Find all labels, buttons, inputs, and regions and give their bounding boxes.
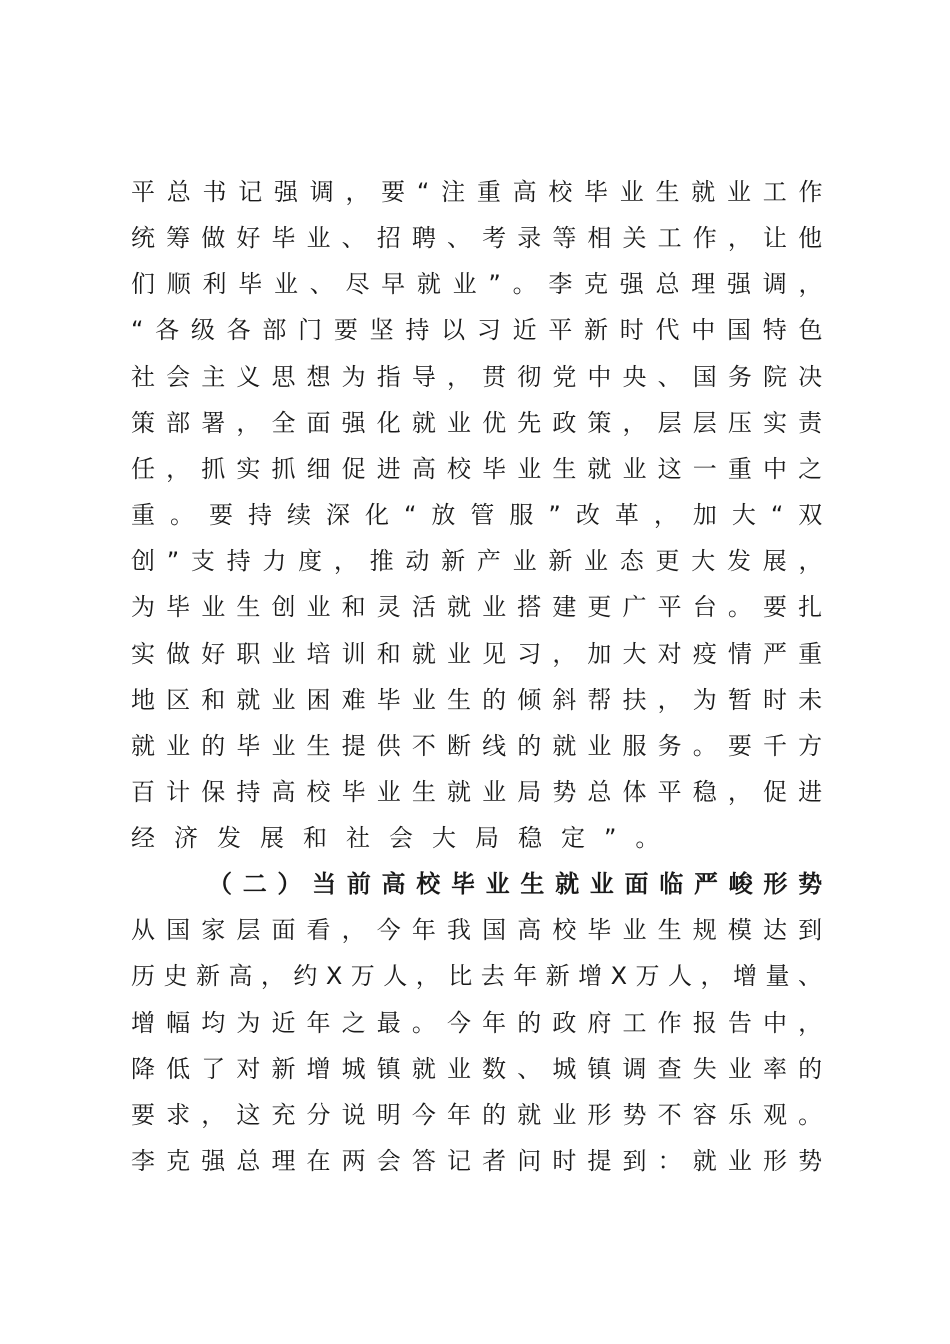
- body-text-line: 平总书记强调，要“注重高校毕业生就业工作: [131, 178, 835, 206]
- body-text-line: 降低了对新增城镇就业数、城镇调查失业率的: [131, 1055, 834, 1083]
- body-text-line: 要求，这充分说明今年的就业形势不容乐观。: [131, 1101, 834, 1129]
- body-text-line: 为毕业生创业和灵活就业搭建更广平台。要扎: [131, 593, 834, 621]
- body-text-line: 增幅均为近年之最。今年的政府工作报告中，: [131, 1009, 834, 1037]
- body-text-line: 任，抓实抓细促进高校毕业生就业这一重中之: [131, 455, 834, 483]
- body-text-line: 历史新高，约X万人，比去年新增X万人，增量、: [131, 962, 831, 990]
- body-text-line: 策部署，全面强化就业优先政策，层层压实责: [131, 409, 834, 437]
- body-text-line: 从国家层面看，今年我国高校毕业生规模达到: [131, 916, 834, 944]
- body-text-line: 百计保持高校毕业生就业局势总体平稳，促进: [131, 778, 834, 806]
- body-text-line: “各级各部门要坚持以习近平新时代中国特色: [131, 316, 835, 344]
- body-text-line: 就业的毕业生提供不断线的就业服务。要千方: [131, 732, 834, 760]
- body-text-line: 们顺利毕业、尽早就业”。李克强总理强调，: [131, 270, 835, 298]
- body-text-line: 实做好职业培训和就业见习，加大对疫情严重: [131, 640, 834, 668]
- body-text-line: 统筹做好毕业、招聘、考录等相关工作，让他: [131, 224, 834, 252]
- body-text-line: 社会主义思想为指导，贯彻党中央、国务院决: [131, 363, 834, 391]
- body-text-line: 重。要持续深化“放管服”改革，加大“双: [131, 501, 838, 529]
- body-text-line: 地区和就业困难毕业生的倾斜帮扶，为暂时未: [131, 686, 834, 714]
- body-text-line: 李克强总理在两会答记者问时提到：就业形势: [131, 1147, 834, 1175]
- body-text-line: 创”支持力度，推动新产业新业态更大发展，: [131, 547, 835, 575]
- section-heading: （二）当前高校毕业生就业面临严峻形势: [208, 870, 833, 898]
- body-text-line: 经济发展和社会大局稳定”。: [131, 824, 679, 852]
